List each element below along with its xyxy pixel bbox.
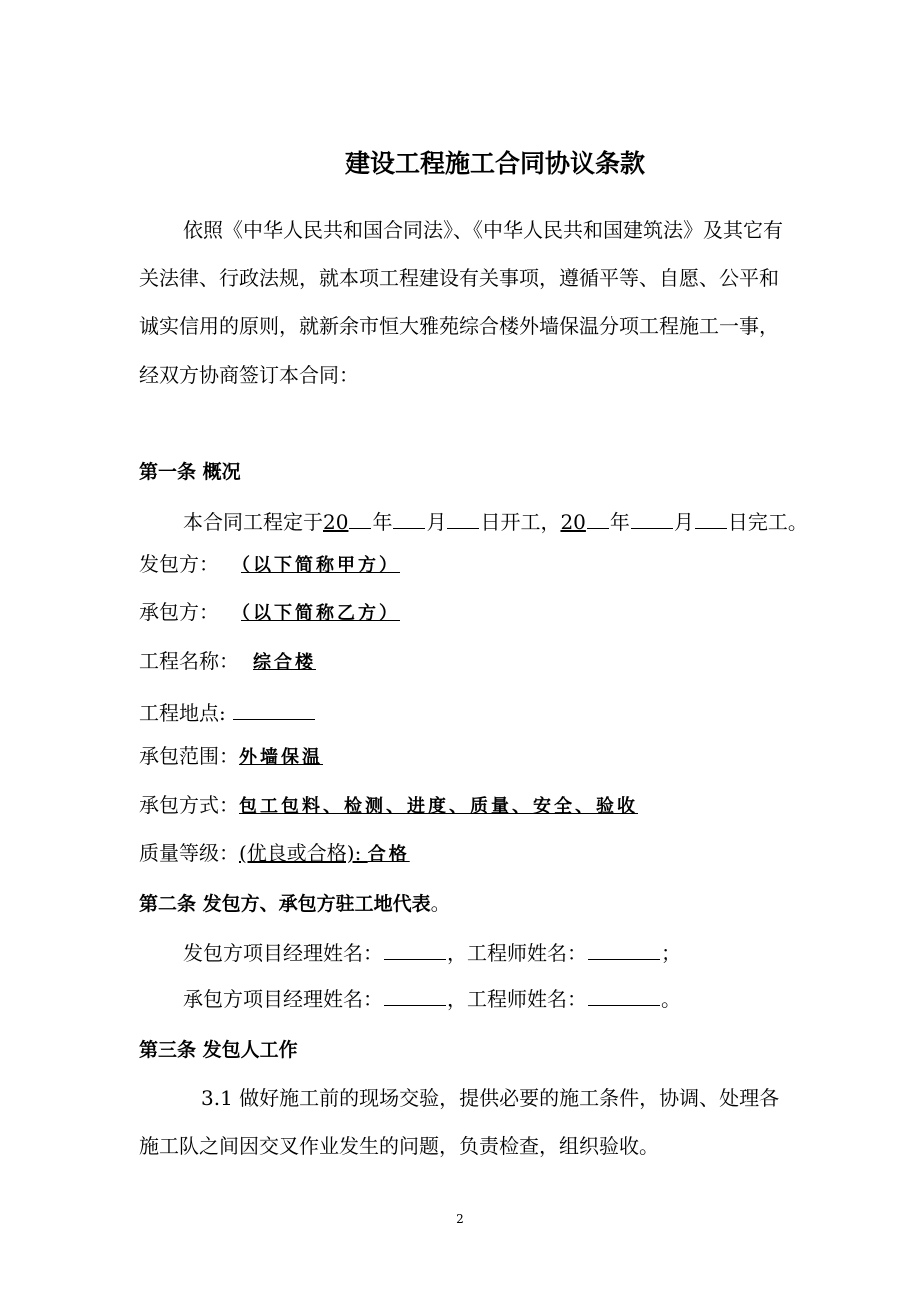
start-day-label: 日开工， — [480, 510, 561, 534]
intro-line-3: 诚实信用的原则，就新余市恒大雅苑综合楼外墙保温分项工程施工一事， — [139, 314, 779, 338]
scope-label: 承包范围： — [139, 744, 239, 768]
employer-engineer-label: ，工程师姓名： — [447, 941, 587, 965]
method-line — [139, 793, 638, 819]
contractor-label: 承包方： — [139, 600, 219, 624]
scope-line — [139, 744, 323, 770]
employer-pm-blank — [384, 940, 446, 960]
article-2-heading: 第二条 发包方、承包方驻工地代表 — [139, 893, 431, 915]
location-line — [139, 700, 316, 725]
start-month-blank — [393, 509, 425, 529]
end-month-label: 月 — [673, 510, 694, 534]
start-month-label: 月 — [426, 510, 447, 534]
intro-line-2: 关法律、行政法规，就本项工程建设有关事项，遵循平等、自愿、公平和 — [139, 266, 779, 290]
article-2-line — [139, 891, 451, 916]
quality-value: 合格 — [367, 844, 410, 865]
contractor-pm-label: 承包方项目经理姓名： — [183, 987, 383, 1011]
project-name-line — [139, 649, 316, 675]
end-day-label: 日完工。 — [727, 510, 808, 534]
quality-label: 质量等级： — [139, 841, 239, 865]
end-day-blank — [695, 509, 727, 529]
contractor-engineer-blank — [588, 986, 660, 1006]
article-1-heading: 第一条 概况 — [139, 461, 241, 483]
schedule-prefix: 本合同工程定于 — [183, 510, 323, 534]
page-number: 2 — [456, 1212, 464, 1226]
employer-reps-line — [183, 940, 681, 965]
end-year: 20 — [560, 510, 586, 534]
end-year-blank — [587, 509, 609, 529]
contractor-line — [139, 600, 414, 626]
contractor-pm-blank — [384, 986, 446, 1006]
employer-label: 发包方： — [139, 552, 219, 576]
intro-line-4: 经双方协商签订本合同： — [139, 363, 359, 387]
end-year-label: 年 — [609, 510, 630, 534]
project-name-label: 工程名称： — [139, 649, 239, 673]
employer-pm-label: 发包方项目经理姓名： — [183, 941, 383, 965]
quality-options: (优良或合格): — [239, 841, 368, 865]
start-day-blank — [447, 509, 479, 529]
start-year-blank — [349, 509, 371, 529]
method-label: 承包方式： — [139, 793, 239, 817]
contractor-engineer-label: ，工程师姓名： — [447, 987, 587, 1011]
project-name-value: 综合楼 — [253, 652, 316, 673]
quality-line — [139, 841, 410, 867]
scope-value: 外墙保温 — [239, 747, 323, 768]
start-year: 20 — [323, 510, 349, 534]
end-month-blank — [631, 509, 673, 529]
schedule-line — [183, 509, 808, 534]
employer-line — [139, 552, 414, 578]
start-year-label: 年 — [372, 510, 393, 534]
article-3-heading: 第三条 发包人工作 — [139, 1039, 298, 1061]
contractor-value: （以下简称乙方） — [241, 603, 400, 624]
article-2-heading-end: 。 — [430, 891, 451, 915]
location-blank — [233, 700, 315, 720]
employer-value: （以下简称甲方） — [241, 555, 400, 576]
employer-reps-end: ； — [661, 941, 681, 965]
employer-engineer-blank — [588, 940, 660, 960]
document-title: 建设工程施工合同协议条款 — [344, 149, 645, 178]
clause-3-1-line-2: 施工队之间因交叉作业发生的问题，负责检查，组织验收。 — [139, 1134, 659, 1158]
clause-3-1-line-1: 3.1 做好施工前的现场交验，提供必要的施工条件，协调、处理各 — [201, 1086, 780, 1110]
contractor-reps-end: 。 — [661, 987, 681, 1011]
location-label: 工程地点: — [139, 701, 233, 725]
contractor-reps-line — [183, 986, 681, 1011]
method-value: 包工包料、检测、进度、质量、安全、验收 — [239, 796, 638, 817]
intro-line-1: 依照《中华人民共和国合同法》、《中华人民共和国建筑法》及其它有 — [183, 218, 783, 242]
